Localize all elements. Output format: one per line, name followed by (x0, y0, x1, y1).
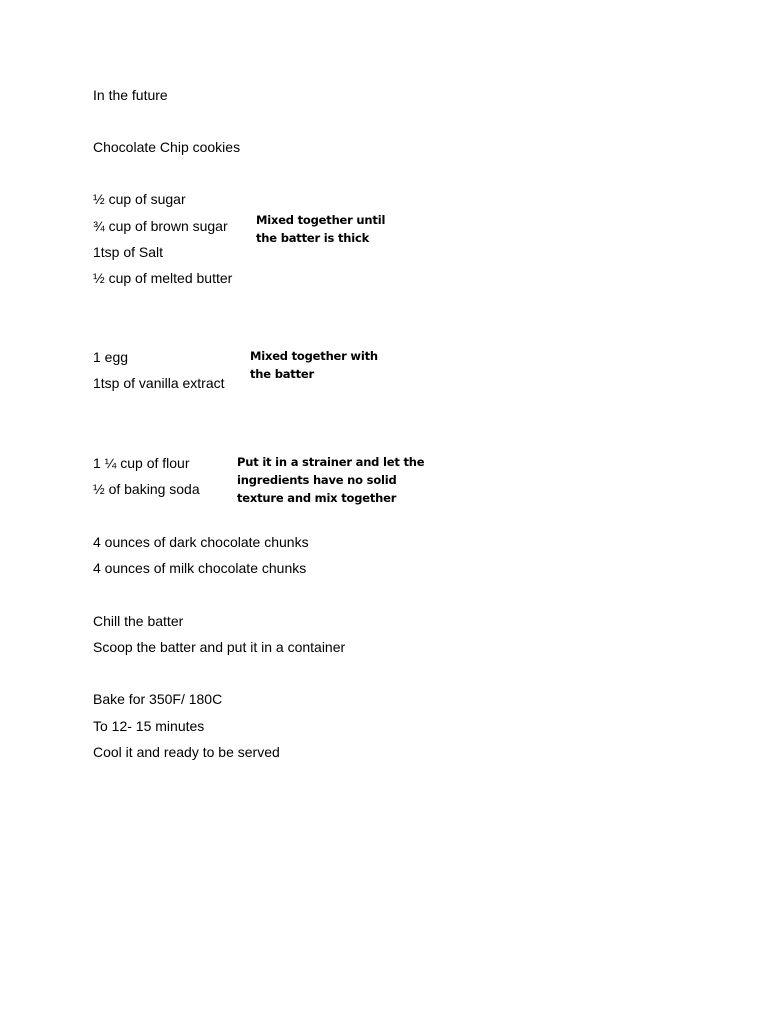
note-line: Put it in a strainer and let the (237, 455, 425, 469)
step-line: Cool it and ready to be served (93, 744, 280, 760)
instruction-note (237, 453, 424, 507)
note-line: Mixed together until (256, 213, 386, 227)
note-line: ingredients have no solid (237, 473, 397, 487)
ingredient-line: ½ of baking soda (93, 481, 200, 497)
instruction-note (250, 347, 378, 383)
ingredient-line: 1 ¼ cup of flour (93, 455, 190, 471)
ingredient-line: 4 ounces of milk chocolate chunks (93, 560, 307, 576)
ingredient-line: ½ cup of melted butter (93, 270, 233, 286)
recipe-title: Chocolate Chip cookies (93, 139, 241, 155)
ingredient-line: 1 egg (93, 349, 129, 365)
heading-text: In the future (93, 87, 168, 103)
ingredient-line: ¾ cup of brown sugar (93, 218, 228, 234)
note-line: texture and mix together (237, 491, 397, 505)
note-line: Mixed together with (250, 349, 378, 363)
instruction-note (256, 211, 385, 247)
ingredient-line: 4 ounces of dark chocolate chunks (93, 534, 309, 550)
step-line: Chill the batter (93, 613, 184, 629)
step-line: Scoop the batter and put it in a container (93, 639, 346, 655)
note-line: the batter (250, 367, 314, 381)
ingredient-line: ½ cup of sugar (93, 191, 186, 207)
note-line: the batter is thick (256, 231, 370, 245)
ingredient-line: 1tsp of Salt (93, 244, 164, 260)
step-line: To 12- 15 minutes (93, 718, 205, 734)
ingredient-line: 1tsp of vanilla extract (93, 375, 225, 391)
step-line: Bake for 350F/ 180C (93, 691, 223, 707)
